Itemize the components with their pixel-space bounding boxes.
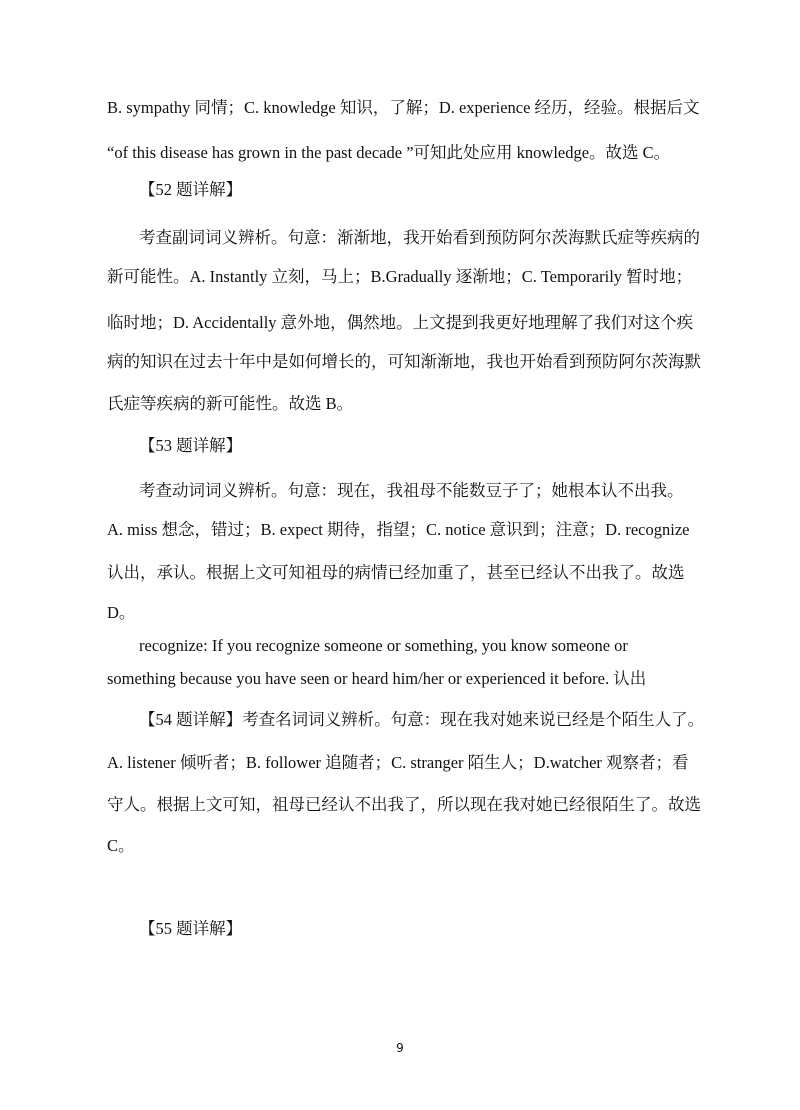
- text-line: 氏症等疾病的新可能性。故选 B。: [107, 394, 354, 413]
- text-line: D。: [107, 603, 136, 622]
- text-line: A. listener 倾听者；B. follower 追随者；C. stranger 陌生人；D.watcher 观察者；看: [107, 753, 689, 772]
- section-heading-52: 【52 题详解】: [139, 180, 243, 199]
- text-line: B. sympathy 同情；C. knowledge 知识，了解；D. experience 经历，经验。根据后文: [107, 98, 700, 117]
- text-line: 守人。根据上文可知，祖母已经认不出我了，所以现在我对她已经很陌生了。故选: [107, 795, 701, 814]
- text-line: 考查副词词义辨析。句意：渐渐地，我开始看到预防阿尔茨海默氏症等疾病的: [139, 228, 700, 247]
- text-line: 认出，承认。根据上文可知祖母的病情已经加重了，甚至已经认不出我了。故选: [107, 563, 685, 582]
- text-line: 临时地；D. Accidentally 意外地，偶然地。上文提到我更好地理解了我们对这个疾: [107, 313, 694, 332]
- text-line: 考查动词词义辨析。句意：现在，我祖母不能数豆子了；她根本认不出我。: [139, 481, 684, 500]
- text-line: “of this disease has grown in the past decade ”可知此处应用 knowledge。故选 C。: [107, 143, 671, 162]
- page-number: 9: [396, 1041, 404, 1055]
- text-line: 病的知识在过去十年中是如何增长的，可知渐渐地，我也开始看到预防阿尔茨海默: [107, 352, 701, 371]
- text-line: C。: [107, 836, 135, 855]
- text-line: recognize: If you recognize someone or something, you know someone or: [139, 636, 628, 655]
- section-heading-55: 【55 题详解】: [139, 919, 243, 938]
- section-heading-54: 【54 题详解】考查名词词义辨析。句意：现在我对她来说已经是个陌生人了。: [139, 710, 705, 729]
- text-line: something because you have seen or heard him/her or experienced it before. 认出: [107, 669, 647, 688]
- text-line: 新可能性。A. Instantly 立刻，马上；B.Gradually 逐渐地；C. Temporarily 暂时地；: [107, 267, 693, 286]
- text-line: A. miss 想念，错过；B. expect 期待，指望；C. notice 意识到；注意；D. recognize: [107, 520, 690, 539]
- section-heading-53: 【53 题详解】: [139, 436, 243, 455]
